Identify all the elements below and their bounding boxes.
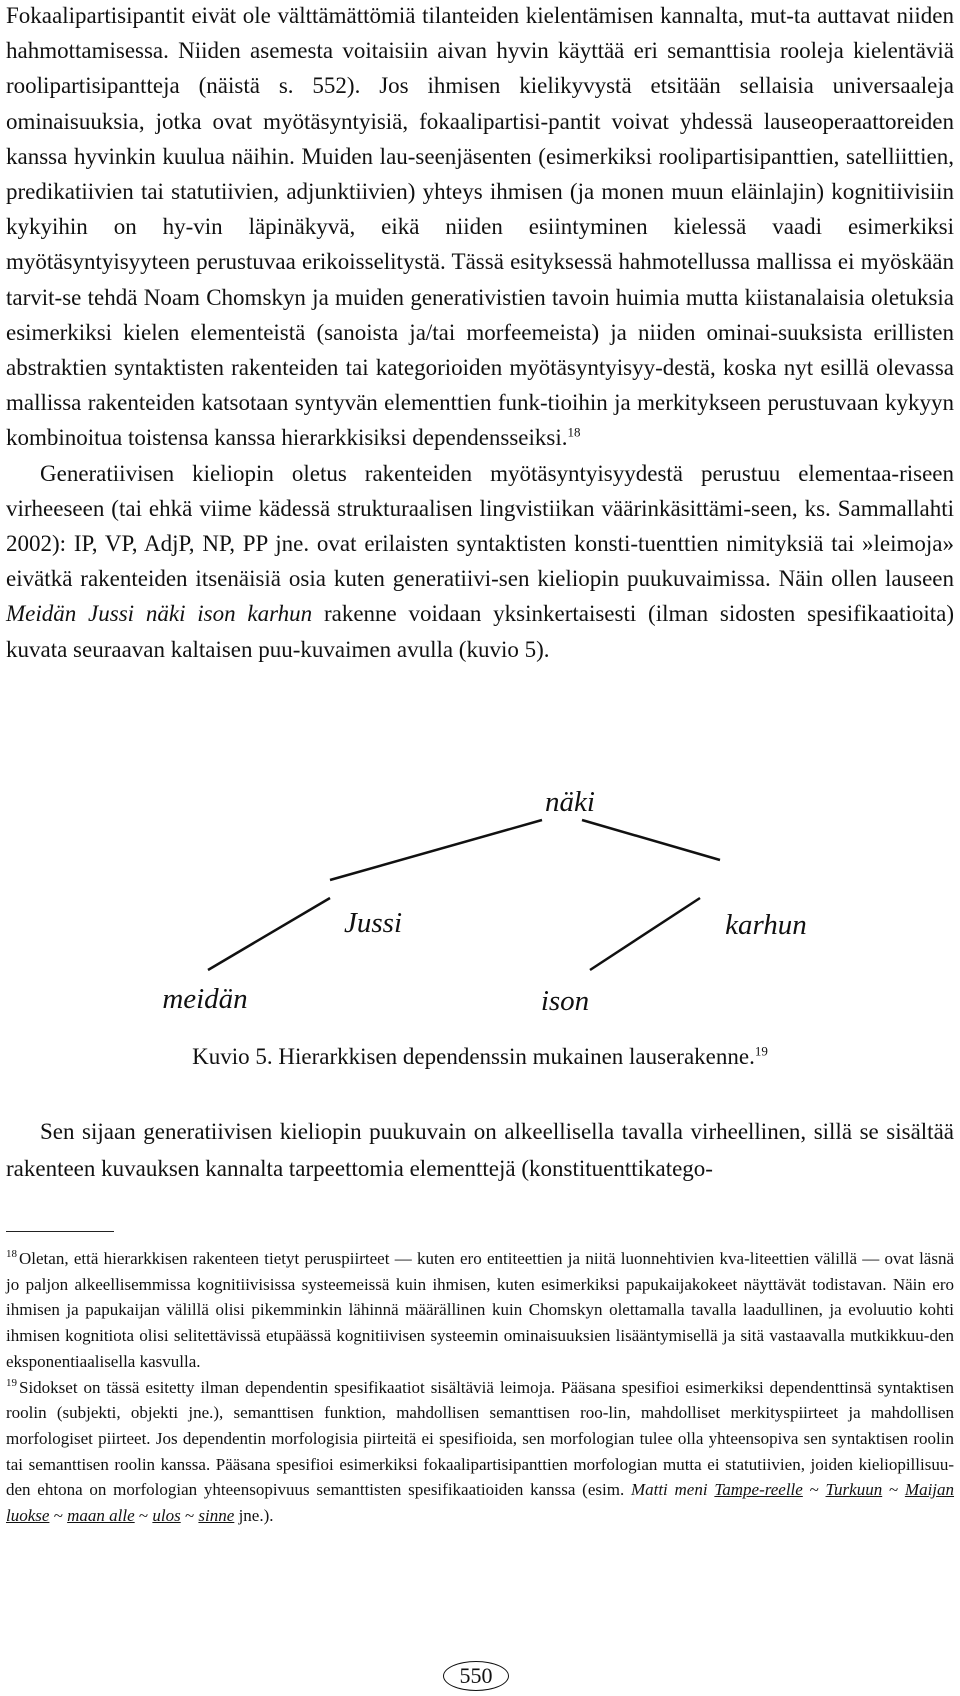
node-right-child: ison (540, 985, 590, 1017)
paragraph-1-text: Fokaalipartisipantit eivät ole välttämättömiä tilanteiden kielentämisen kannalta, mut-ta auttavat niiden hahmottamisessa. Niiden asemesta voitaisiin aivan hyvin käyttää eri semanttisia rooleja kielentäviä roolipartisipantteja (näistä s. 552). Jos ihmisen kielikyvystä etsitään sellaisia universaaleja ominaisuuksia, jotka ovat myötäsyntyisiä, fokaalipartisi-pantit voivat yhdessä lauseoperaattoreiden kanssa hyvinkin kuulua näihin. Muiden lau-seenjäsenten (esimerkiksi roolipartisipanttien, satelliittien, predikatiivien tai statutiivien, adjunktiivien) yhteys ihmisen (ja monen muun eläinlajin) kognitiivisiin kykyihin on hy-vin läpinäkyvä, eikä niiden esiintyminen kielessä vaadi esimerkiksi myötäsyntyisyyteen perustuvaa erikoisselitystä. Tässä esityksessä hahmotellussa mallissa ei myöskään tarvit-se tehdä Noam Chomskyn ja muiden generativistien tavoin huimia mutta kiistanalaisia oletuksia esimerkiksi kielen elementeistä (sanoista ja/tai morfeemeista) ja niiden ominai-suuksista erillisten abstraktien syntaktisten rakenteiden tai kategorioiden myötäsyntyisyy-destä, koska nyt esillä olevassa mallissa rakenteiden katsotaan syntyvän elementtien funk-tioihin ja merkitykseen perustuvaan kykyyn kombinoitua toistensa kanssa hierarkkisiksi dependensseiksi. (6, 3, 954, 451)
example-ulos: ulos (152, 1506, 181, 1526)
paragraph-2 (6, 456, 954, 667)
figure-caption-text: Kuvio 5. Hierarkkisen dependenssin mukainen lauserakenne. (192, 1044, 755, 1069)
node-left: Jussi (344, 907, 402, 939)
footnote-19-end: jne.). (234, 1506, 274, 1526)
example-sinne: sinne (198, 1506, 235, 1526)
tilde-separator: ~ (882, 1480, 905, 1500)
continuation-text (6, 1113, 954, 1187)
node-right: karhun (725, 909, 807, 941)
footnote-19 (6, 1375, 954, 1529)
tilde-separator: ~ (134, 1506, 153, 1526)
paragraph-2-text-end: rakenne voidaan yksinkertaisesti (ilman sidosten spesifikaatioita) kuvata seuraavan kaltaisen puu-kuvaimen avulla (kuvio 5). (6, 601, 954, 662)
example-tampereelle: Tampe-reelle (714, 1480, 803, 1500)
dependency-tree-figure (0, 786, 960, 1050)
footnote-19-number: 19 (6, 1376, 17, 1389)
edge-naki-jussi (330, 820, 542, 880)
body-text (6, 0, 954, 667)
example-matti-meni: Matti meni (630, 1480, 708, 1500)
tilde-separator: ~ (49, 1506, 68, 1526)
paragraph-1 (6, 0, 954, 456)
footnote-18 (6, 1246, 954, 1375)
paragraph-3: Sen sijaan generatiivisen kieliopin puukuvain on alkeellisella tavalla virheellinen, sillä se sisältää rakenteen kuvauksen kannalta tarpeettomia elementtejä (konstituenttikatego- (6, 1119, 954, 1181)
example-maan-alle: maan alle (67, 1506, 135, 1526)
edge-karhun-ison (590, 898, 700, 970)
dependency-tree-svg (0, 786, 960, 1050)
tilde-separator: ~ (180, 1506, 199, 1526)
footnote-19-text: Sidokset on tässä esitetty ilman dependentin spesifikaatiot sisältäviä leimoja. Pääsana spesifioi esimerkiksi dependenttinsä syntaktisen roolin (subjekti, objekti jne.), semanttisen funktion, mahdollisen semanttisen roo-lin, mahdolliset merkityspiirteet ja mahdollisen morfologiset piirteet. Jos dependentin morfologisia piirteitä ei spesifioida, sen morfologian tulee olla yhteensopiva sen syntaktisen roolin tai semanttisen roolin kanssa. Pääsana spesifioi esimerkiksi fokaalipartisipanttien morfologian mutta ei statutiivien, joiden kieliopillisuu-den ehtona on morfologian yhteensopivuus semanttisten spesifikaatioiden kanssa (esim. (6, 1377, 954, 1500)
footnote-ref-19[interactable]: 19 (754, 1043, 768, 1059)
footnotes (6, 1246, 954, 1529)
node-root: näki (545, 786, 595, 818)
footnote-18-number: 18 (6, 1248, 17, 1261)
edge-jussi-meidan (208, 898, 330, 970)
footnote-ref-18[interactable]: 18 (567, 424, 581, 440)
example-turkuun: Turkuun (825, 1480, 883, 1500)
tilde-separator: ~ (802, 1480, 826, 1500)
page-number: 550 (443, 1661, 509, 1691)
node-left-child: meidän (162, 983, 248, 1015)
edge-naki-karhun (582, 820, 720, 860)
paragraph-2-text: Generatiivisen kieliopin oletus rakenteiden myötäsyntyisyydestä perustuu elementaa-riseen virheeseen (tai ehkä viime kädessä strukturaalisen lingvistiikan väärinkäsittämi-seen, ks. Sammallahti 2002): IP, VP, AdjP, NP, PP jne. ovat erilaisten syntaktisten konsti-tuenttien nimityksiä tai »leimoja» eivätkä rakenteiden itsenäisiä osia kuten generatiivi-sen kieliopin puukuvaimissa. Näin ollen lauseen (6, 460, 954, 592)
figure-caption (0, 1040, 960, 1074)
example-maijan-luokse: Maijan luokse (6, 1480, 955, 1526)
footnote-18-text: Oletan, että hierarkkisen rakenteen tietyt peruspiirteet — kuten ero entiteettien ja niitä luonnehtivien kva-liteettien välillä — ovat läsnä jo paljon alkeellisemmissa kognitiivisissa systeemeissä kuin ihmisen, kuten esimerkiksi papukaijakokeet näyttävät todistavan. Näin ero ihmisen ja papukaijan välillä olisi pikemminkin lähinnä määrällinen kuin Chomskyn olettamalla tavalla laadullinen, ja evoluutio kohti ihmisen kognitiota olisi selitettävissä etupäässä kognitiivisen systeemin ominaisuuksien lisääntymisellä ja sitä vastaavalla mutkikkuu-den eksponentiaalisella kasvulla. (6, 1249, 954, 1371)
example-sentence: Meidän Jussi näki ison karhun (6, 601, 313, 627)
footnote-separator (6, 1231, 114, 1232)
